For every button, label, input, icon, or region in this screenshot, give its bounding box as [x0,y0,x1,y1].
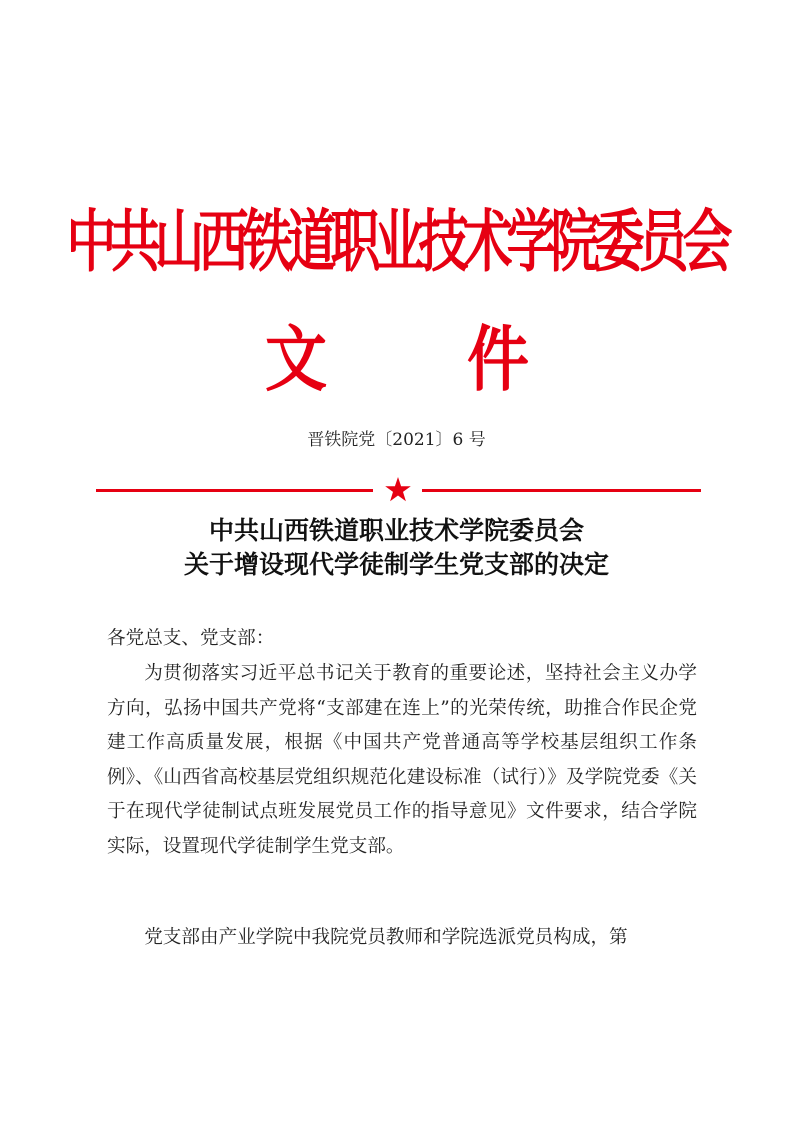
document-title-line-1: 中共山西铁道职业技术学院委员会 [208,516,584,545]
document-word-jian: 件 [467,317,530,402]
red-rule-left [96,489,373,492]
document-title-line-2: 关于增设现代学徒制学生党支部的决定 [183,550,609,579]
document-number: 晋铁院党〔2021〕6 号 [307,430,486,450]
body-paragraph-2: 党支部由产业学院中我院党员教师和学院选派党员构成，第 [144,927,628,948]
red-rule-right [422,489,701,492]
body-paragraph-1: 为贯彻落实习近平总书记关于教育的重要论述，坚持社会主义办学方向，弘扬中国共产党将“支部建在连上”的光荣传统，助推合作民企党建工作高质量发展，根据《中国共产党普通高等学校基层组织工作条例》、《山西省高校基层党组织规范化建设标准（试行）》及学院党委《关于在现代学徒制试点班发展党员工作的指导意见》文件要求，结合学院实际，设置现代学徒制学生党支部。 [107,663,697,857]
star-icon [384,476,412,504]
organization-header: 中共山西铁道职业技术学院委员会 [66,202,727,282]
document-word-wen: 文 [265,317,328,402]
salutation: 各党总支、党支部： [107,628,275,649]
